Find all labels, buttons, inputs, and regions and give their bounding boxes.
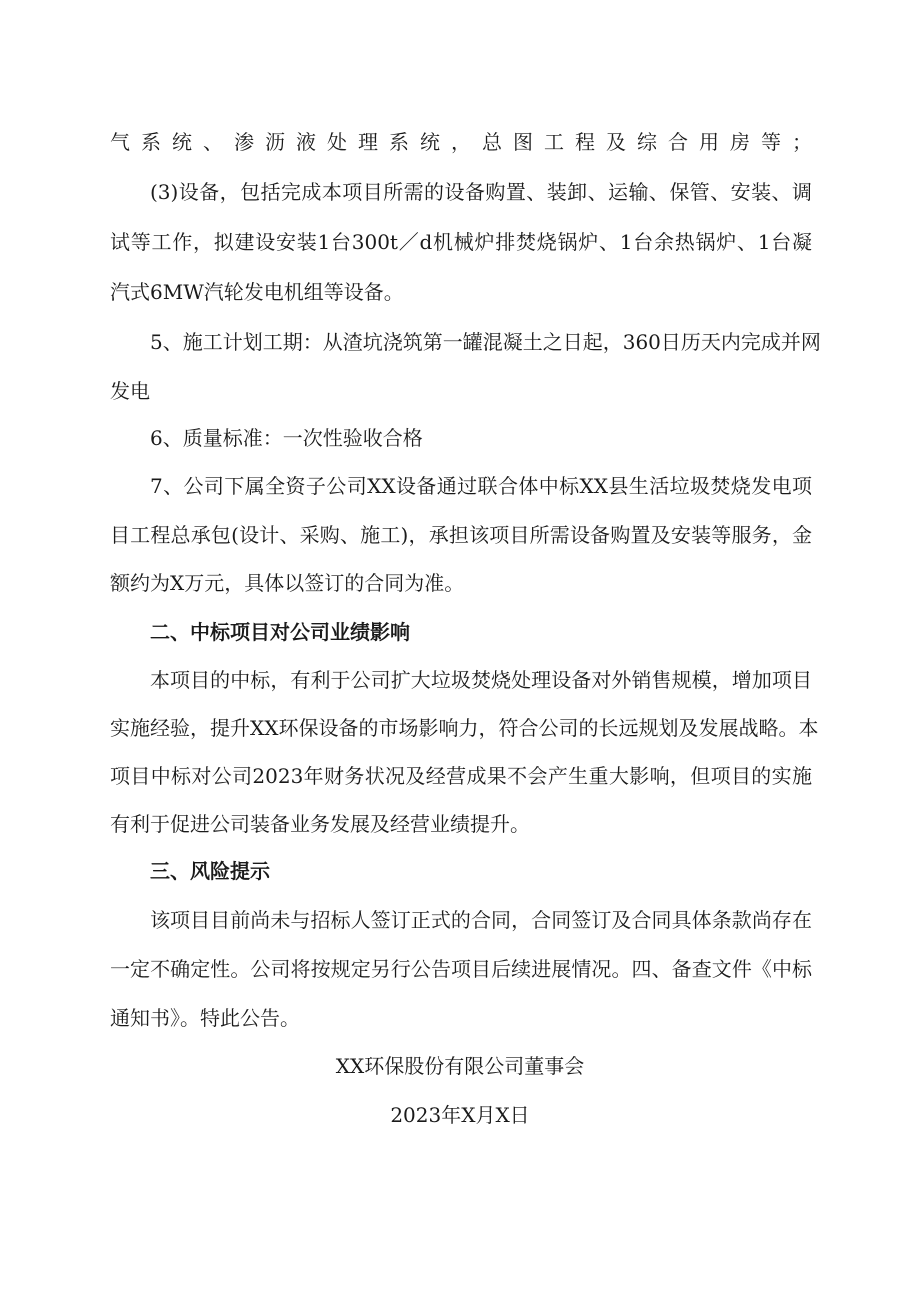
text-line: 目工程总承包(设计、采购、施工)，承担该项目所需设备购置及安装等服务，金 xyxy=(110,523,812,547)
text-line: 7、公司下属全资子公司XX设备通过联合体中标XX县生活垃圾焚烧发电项 xyxy=(150,474,812,498)
signature: XX环保股份有限公司董事会 xyxy=(335,1054,585,1078)
text-line: 气系统、渗沥液处理系统，总图工程及综合用房等； xyxy=(110,130,812,154)
text-line: 发电 xyxy=(110,379,150,403)
section-heading: 二、中标项目对公司业绩影响 xyxy=(150,620,410,644)
text-line: (3)设备，包括完成本项目所需的设备购置、装卸、运输、保管、安装、调 xyxy=(150,180,812,204)
text-line: 额约为X万元，具体以签订的合同为准。 xyxy=(110,571,465,595)
text-line: 5、施工计划工期：从渣坑浇筑第一罐混凝土之日起，360日历天内完成并网 xyxy=(150,330,821,354)
text-line: 通知书》。特此公告。 xyxy=(110,1006,300,1030)
text-line: 项目中标对公司2023年财务状况及经营成果不会产生重大影响，但项目的实施 xyxy=(110,764,812,788)
text-line: 本项目的中标，有利于公司扩大垃圾焚烧处理设备对外销售规模，增加项目 xyxy=(150,668,812,692)
text-line: 实施经验，提升XX环保设备的市场影响力，符合公司的长远规划及发展战略。本 xyxy=(110,716,819,740)
text-line: 有利于促进公司装备业务发展及经营业绩提升。 xyxy=(110,812,530,836)
text-line: 该项目目前尚未与招标人签订正式的合同，合同签订及合同具体条款尚存在 xyxy=(150,908,812,932)
section-heading: 三、风险提示 xyxy=(150,859,270,883)
date: 2023年X月X日 xyxy=(390,1103,530,1127)
text-line: 6、质量标准：一次性验收合格 xyxy=(150,426,423,450)
text-line: 汽式6MW汽轮发电机组等设备。 xyxy=(110,280,404,304)
text-line: 一定不确定性。公司将按规定另行公告项目后续进展情况。四、备查文件《中标 xyxy=(110,957,812,981)
text-line: 试等工作，拟建设安装1台300t／d机械炉排焚烧锅炉、1台余热锅炉、1台凝 xyxy=(110,230,812,254)
